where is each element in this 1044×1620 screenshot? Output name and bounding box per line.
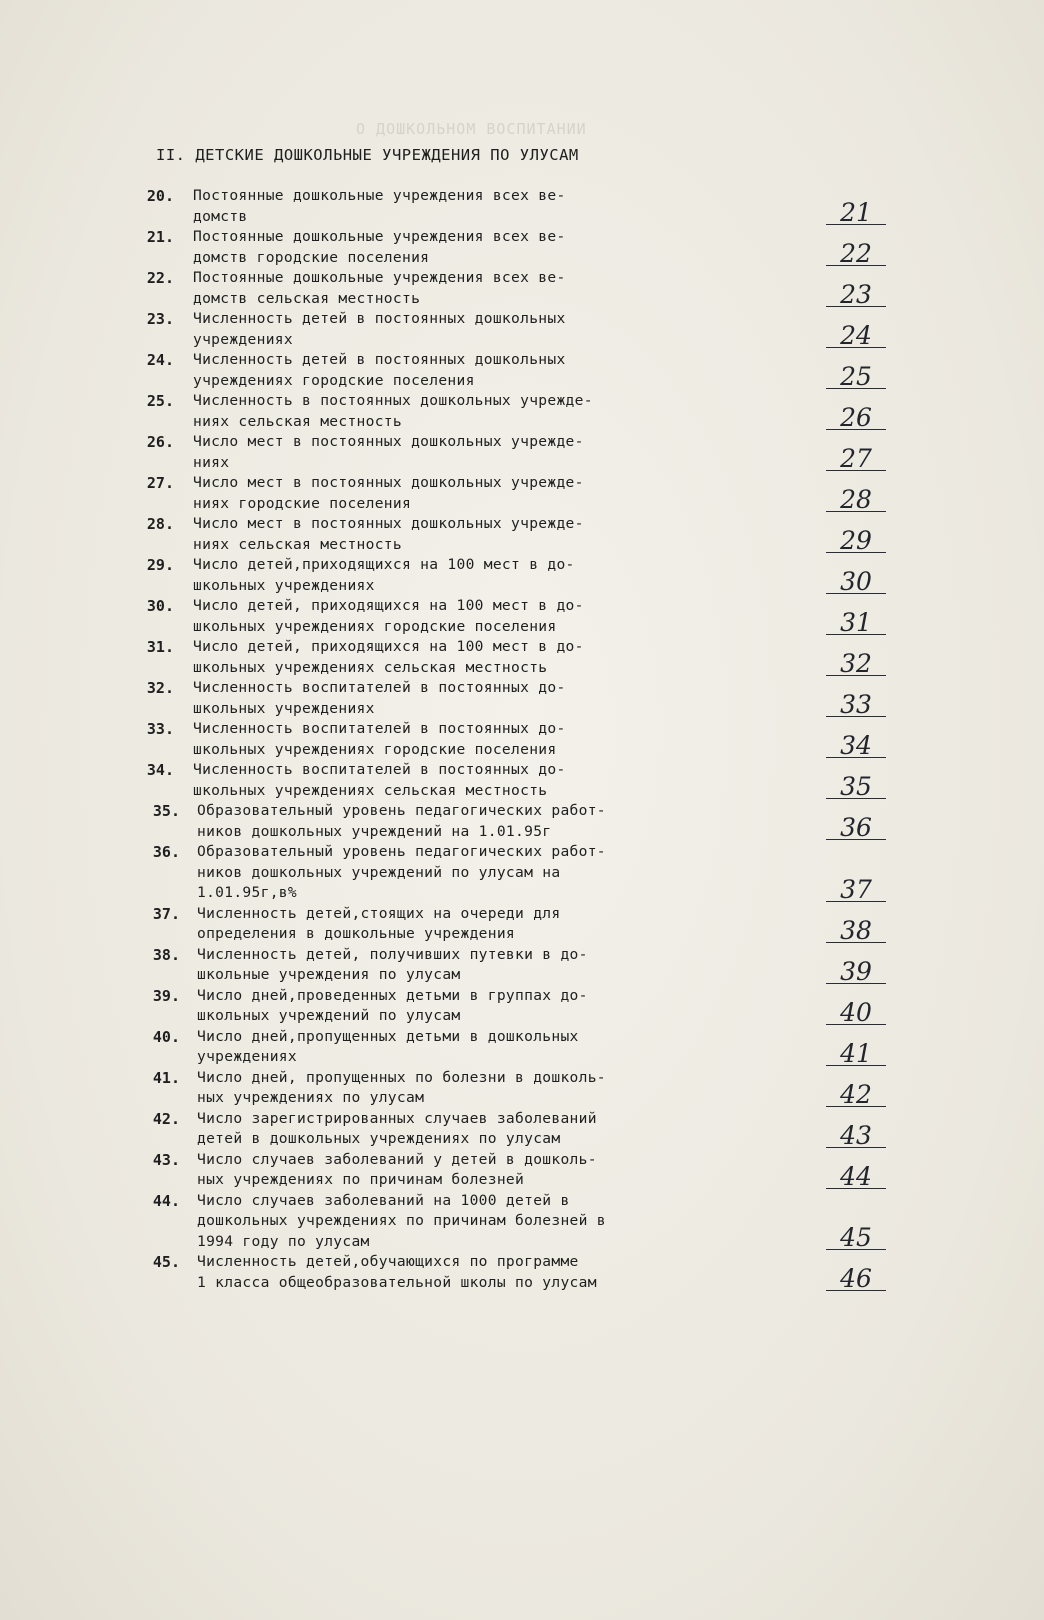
- page-number-underline: [826, 552, 886, 553]
- entry-number: 28.: [146, 515, 174, 533]
- entry-title: Численность детей в постоянных дошкольных учреждениях городские поселения: [193, 351, 566, 389]
- show-through-text: О ДОШКОЛЬНОМ ВОСПИТАНИИ: [356, 120, 587, 138]
- page-number-underline: [826, 306, 886, 307]
- page-number-underline: [826, 634, 886, 635]
- page-number-underline: [826, 1188, 886, 1189]
- entry-page-number: 46: [840, 1264, 872, 1293]
- entry-number: 30.: [146, 597, 174, 615]
- entry-page-number: 45: [840, 1223, 872, 1252]
- entry-number: 20.: [146, 187, 174, 205]
- entry-title: Число дней,пропущенных детьми в дошкольных учреждениях: [197, 1027, 579, 1065]
- page-number-underline: [826, 470, 886, 471]
- entry-number: 31.: [146, 638, 174, 656]
- page-number-underline: [826, 1249, 886, 1250]
- entry-page-number: 35: [840, 772, 872, 801]
- entry-number: 25.: [146, 392, 174, 410]
- page-number-underline: [826, 757, 886, 758]
- entry-number: 39.: [152, 986, 180, 1005]
- entry-title: Число детей, приходящихся на 100 мест в до- школьных учреждениях сельская местность: [193, 638, 584, 676]
- entry-number: 35.: [152, 802, 180, 820]
- entry-title: Число случаев заболеваний у детей в дошколь- ных учреждениях по причинам болезней: [197, 1150, 597, 1188]
- entry-page-number: 28: [840, 485, 872, 514]
- entry-page-number: 30: [840, 567, 872, 596]
- entry-page-number: 34: [840, 731, 872, 760]
- entry-number: 23.: [146, 310, 174, 328]
- page-number-underline: [826, 224, 886, 225]
- entry-title: Численность в постоянных дошкольных учрежде- ниях сельская местность: [193, 392, 593, 430]
- entry-page-number: 26: [840, 403, 872, 432]
- entry-page-number: 43: [840, 1120, 872, 1150]
- entry-title: Число зарегистрированных случаев заболеваний детей в дошкольных учреждениях по улусам: [197, 1109, 597, 1147]
- entry-page-number: 44: [840, 1161, 872, 1191]
- entry-number: 26.: [146, 433, 174, 451]
- entry-title: Число дней, пропущенных по болезни в дошколь- ных учреждениях по улусам: [197, 1068, 606, 1106]
- page-number-underline: [826, 1147, 886, 1148]
- page-number-underline: [826, 798, 886, 799]
- entry-page-number: 27: [840, 444, 872, 473]
- entry-title: Число дней,проведенных детьми в группах до- школьных учреждений по улусам: [197, 986, 588, 1024]
- entry-page-number: 37: [840, 874, 872, 904]
- entry-number: 42.: [152, 1109, 180, 1128]
- entry-page-number: 38: [840, 915, 872, 945]
- entry-page-number: 42: [840, 1079, 872, 1109]
- entry-number: 29.: [146, 556, 174, 574]
- entry-number: 38.: [152, 945, 180, 964]
- page-number-underline: [826, 1290, 886, 1291]
- entry-page-number: 32: [840, 649, 872, 678]
- entry-number: 44.: [152, 1191, 180, 1210]
- entry-title: Образовательный уровень педагогических работ- ников дошкольных учреждений по улусам на 1.01.95г,в%: [197, 843, 606, 901]
- entry-number: 41.: [152, 1068, 180, 1087]
- entry-title: Численность детей в постоянных дошкольных учреждениях: [193, 310, 566, 348]
- entry-title: Численность воспитателей в постоянных до- школьных учреждениях городские поселения: [193, 720, 566, 758]
- entry-page-number: 40: [840, 997, 872, 1027]
- page-number-underline: [826, 511, 886, 512]
- page-number-underline: [826, 839, 886, 840]
- entry-title: Число мест в постоянных дошкольных учрежде- ниях городские поселения: [193, 474, 584, 512]
- entry-page-number: 21: [840, 198, 872, 227]
- page-number-underline: [826, 983, 886, 984]
- entry-title: Число мест в постоянных дошкольных учрежде- ниях сельская местность: [193, 515, 584, 553]
- page-number-underline: [826, 675, 886, 676]
- entry-page-number: 22: [840, 239, 872, 268]
- entry-title: Число случаев заболеваний на 1000 детей в дошкольных учреждениях по причинам болезней в 1994 году по улусам: [197, 1191, 606, 1250]
- entry-title: Постоянные дошкольные учреждения всех ве- домств: [193, 187, 566, 225]
- page-number-underline: [826, 901, 886, 902]
- entry-title: Численность детей, получивших путевки в до- школьные учреждения по улусам: [197, 945, 588, 983]
- entry-page-number: 23: [840, 280, 872, 309]
- entry-number: 21.: [146, 228, 174, 246]
- section-heading: II. ДЕТСКИЕ ДОШКОЛЬНЫЕ УЧРЕЖДЕНИЯ ПО УЛУСАМ: [156, 146, 579, 164]
- entry-number: 33.: [146, 720, 174, 738]
- entry-title: Образовательный уровень педагогических работ- ников дошкольных учреждений на 1.01.95г: [197, 802, 606, 840]
- page-number-underline: [826, 1024, 886, 1025]
- entry-page-number: 36: [840, 813, 872, 842]
- entry-number: 34.: [146, 761, 174, 779]
- entry-title: Численность детей,стоящих на очереди для определения в дошкольные учреждения: [197, 904, 561, 942]
- page-number-underline: [826, 429, 886, 430]
- entry-title: Число мест в постоянных дошкольных учрежде- ниях: [193, 433, 584, 471]
- page-number-underline: [826, 388, 886, 389]
- page-number-underline: [826, 593, 886, 594]
- entry-number: 37.: [152, 904, 180, 923]
- entry-page-number: 24: [840, 321, 872, 350]
- entry-number: 45.: [152, 1253, 180, 1271]
- page-number-underline: [826, 347, 886, 348]
- entry-title: Численность воспитателей в постоянных до- школьных учреждениях сельская местность: [193, 761, 566, 799]
- entry-title: Число детей,приходящихся на 100 мест в до- школьных учреждениях: [193, 556, 575, 594]
- entry-number: 24.: [146, 351, 174, 369]
- entry-title: Постоянные дошкольные учреждения всех ве- домств сельская местность: [193, 269, 566, 307]
- page-number-underline: [826, 716, 886, 717]
- entry-number: 43.: [152, 1150, 180, 1169]
- entry-title: Число детей, приходящихся на 100 мест в до- школьных учреждениях городские поселения: [193, 597, 584, 635]
- entry-number: 27.: [146, 474, 174, 492]
- entry-number: 32.: [146, 679, 174, 697]
- entry-page-number: 39: [840, 956, 872, 986]
- entry-title: Постоянные дошкольные учреждения всех ве- домств городские поселения: [193, 228, 566, 266]
- entry-page-number: 29: [840, 526, 872, 555]
- entry-title: Численность детей,обучающихся по программе 1 класса общеобразовательной школы по улусам: [197, 1253, 597, 1291]
- entry-page-number: 33: [840, 690, 872, 719]
- page-number-underline: [826, 942, 886, 943]
- page-number-underline: [826, 265, 886, 266]
- entry-number: 22.: [146, 269, 174, 287]
- entry-page-number: 41: [840, 1038, 872, 1068]
- entry-title: Численность воспитателей в постоянных до- школьных учреждениях: [193, 679, 566, 717]
- entry-number: 36.: [152, 843, 180, 861]
- entry-page-number: 25: [840, 362, 872, 391]
- entry-page-number: 31: [840, 608, 872, 637]
- page-number-underline: [826, 1065, 886, 1066]
- page-number-underline: [826, 1106, 886, 1107]
- entry-number: 40.: [152, 1027, 180, 1046]
